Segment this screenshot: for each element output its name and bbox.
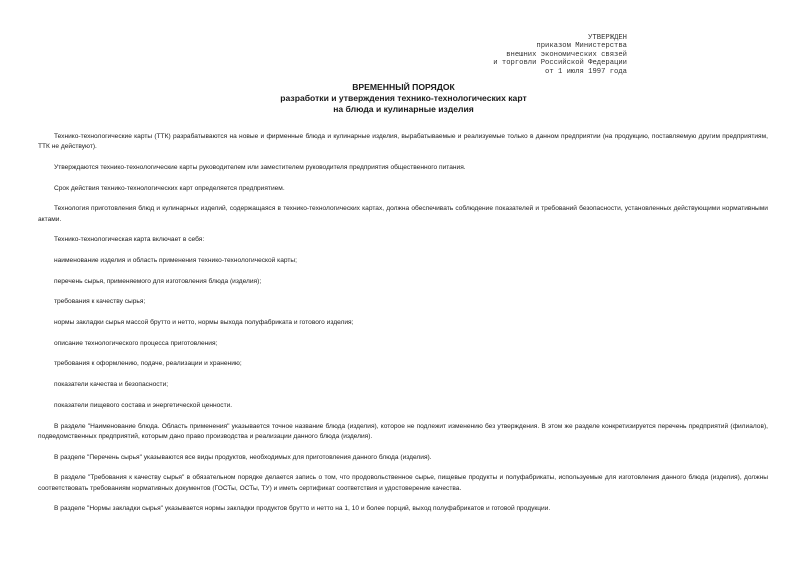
- approval-line: приказом Министерства: [536, 42, 627, 51]
- title-line-3: на блюда и кулинарные изделия: [333, 104, 474, 114]
- document-body: [38, 132, 768, 525]
- list-item: показатели пищевого состава и энергетической ценности.: [54, 401, 233, 409]
- paragraph: Технико-технологические карты (ТТК) разрабатываются на новые и фирменные блюда и кулинарные изделия, вырабатываемые и реализуемые только в данном предприятии (на продукцию, поставляемую другим предприятиям, ТТК не действуют).: [38, 133, 768, 151]
- list-item: описание технологического процесса приготовления;: [54, 339, 218, 347]
- approval-line: внешних экономических связей: [506, 50, 627, 59]
- approval-line: и торговли Российской Федерации: [493, 59, 627, 68]
- list-item: перечень сырья, применяемого для изготовления блюда (изделия);: [54, 277, 262, 285]
- paragraph: В разделе "Наименование блюда. Область применения" указывается точное название блюда (изделия), которое не подлежит изменению без утверждения. В этом же разделе конкретизируется перечень предприятий (филиалов), подведомственных предприятий, которым дано право производства и реализации данного блюда (изделия).: [38, 422, 768, 440]
- approval-line: УТВЕРЖДЕН: [588, 34, 627, 42]
- title-line-1: ВРЕМЕННЫЙ ПОРЯДОК: [352, 82, 455, 92]
- approval-line: от 1 июля 1997 года: [545, 67, 627, 76]
- paragraph: Технико-технологическая карта включает в себя:: [54, 236, 205, 244]
- paragraph: Срок действия технико-технологических карт определяется предприятием.: [54, 184, 285, 192]
- paragraph: В разделе "Нормы закладки сырья" указывается нормы закладки продуктов брутто и нетто на 1, 10 и более порций, выход полуфабрикатов и готовой продукции.: [54, 505, 551, 513]
- list-item: требования к оформлению, подаче, реализации и хранению;: [54, 360, 242, 368]
- title-line-2: разработки и утверждения технико-технологических карт: [280, 93, 527, 103]
- approval-stamp: [493, 34, 627, 76]
- paragraph: Утверждаются технико-технологические карты руководителем или заместителем руководителя предприятия общественного питания.: [54, 163, 466, 171]
- paragraph: Технология приготовления блюд и кулинарных изделий, содержащаяся в технико-технологических картах, должна обеспечивать соблюдение показателей и требований безопасности, установленных действующими нормативными актами.: [38, 205, 768, 223]
- paragraph: В разделе "Требования к качеству сырья" в обязательном порядке делается запись о том, что продовольственное сырье, пищевые продукты и полуфабрикаты, используемые для изготовления данного блюда (изделия), должны соответствовать требованиям нормативных документов (ГОСТы, ОСТы, ТУ) и иметь сертификат соответствия и удостоверение качества.: [38, 474, 768, 492]
- paragraph: В разделе "Перечень сырья" указываются все виды продуктов, необходимых для приготовления данного блюда (изделия).: [54, 453, 432, 461]
- document-title: [0, 82, 807, 115]
- list-item: требования к качеству сырья;: [54, 298, 146, 306]
- list-item: нормы закладки сырья массой брутто и нетто, нормы выхода полуфабриката и готового изделия;: [54, 319, 354, 327]
- list-item: наименование изделия и область применения технико-технологической карты;: [54, 257, 297, 265]
- list-item: показатели качества и безопасности;: [54, 381, 169, 389]
